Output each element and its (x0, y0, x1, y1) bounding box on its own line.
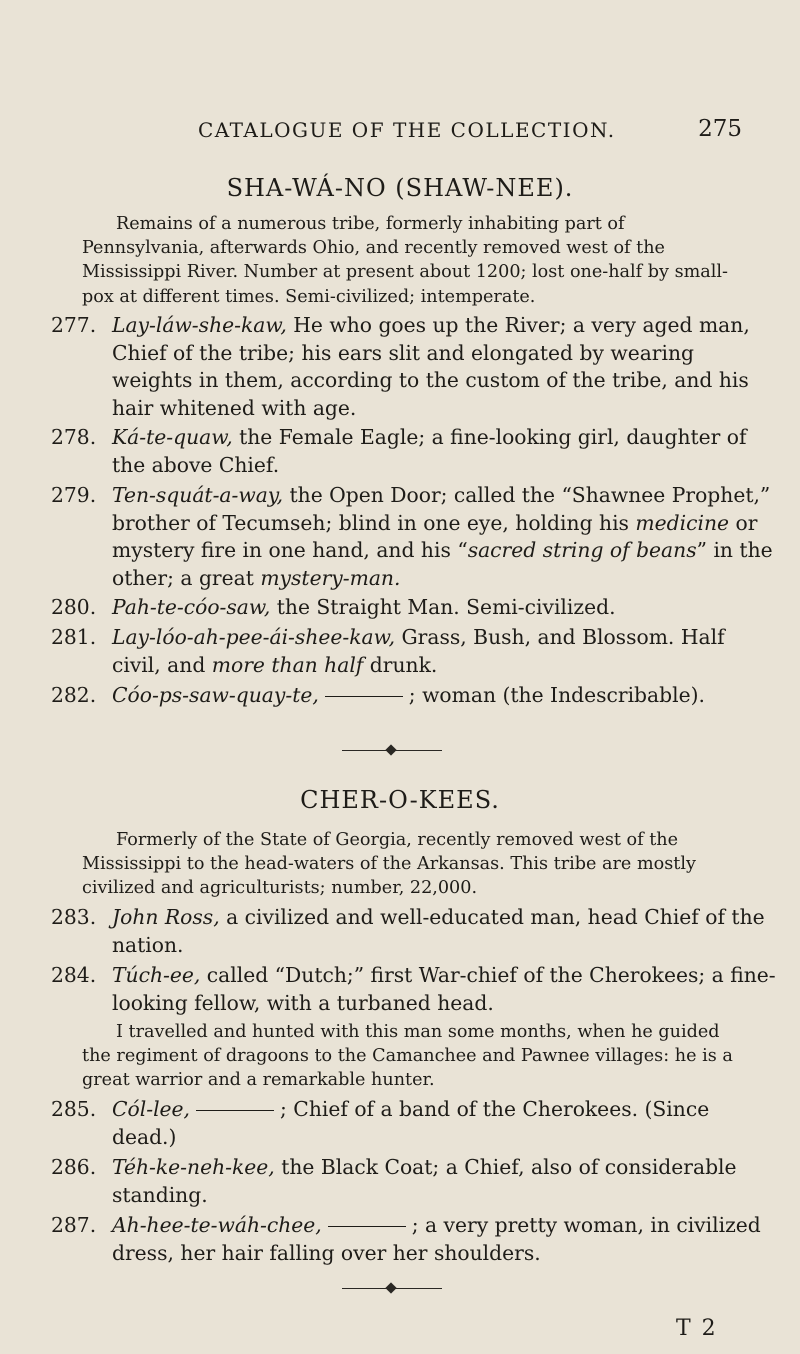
catalogue-entry-279 (51, 482, 776, 592)
divider-ornament (385, 1282, 396, 1293)
entry-emphasis: sacred string of beans (467, 538, 697, 562)
entry-name: Ten-squát-a-way, (112, 483, 284, 507)
entry-number: 282. (51, 683, 97, 707)
section-intro-cherokee (82, 828, 746, 901)
entry-number: 281. (51, 625, 97, 649)
entry-text: drunk. (369, 652, 438, 677)
entry-name: Téh-ke-neh-kee, (112, 1155, 275, 1179)
catalogue-entry-280 (51, 594, 776, 622)
entry-name: Cóo-ps-saw-quay-te, (112, 683, 319, 707)
entry-text: the Black Coat; a Chief, also of considerable standing. (112, 1155, 737, 1207)
entry-number: 283. (51, 905, 97, 929)
entry-text: He who goes up the River; a very aged man, Chief of the tribe; his ears slit and elongated by wearing weights in them, according to the custom of the tribe, and his hair whitened with age. (112, 313, 750, 420)
catalogue-entry-287 (51, 1212, 776, 1267)
entry-text: ; woman (the Indescribable). (408, 683, 705, 707)
section-divider (342, 1282, 442, 1294)
catalogue-entry-281 (51, 624, 776, 679)
signature-mark: T 2 (676, 1316, 718, 1341)
catalogue-entry-285 (51, 1096, 776, 1151)
blank-dash (196, 1110, 274, 1111)
section-heading-shawnee: SHA-WÁ-NO (SHAW-NEE). (226, 174, 574, 202)
catalogue-entry-278 (51, 424, 776, 479)
catalogue-entry-286 (51, 1154, 776, 1209)
blank-dash (328, 1226, 406, 1227)
entry-name: Ká-te-quaw, (112, 425, 233, 449)
entry-text: the Open Door; called the “Shawnee Prophet,” brother of Tecumseh; blind in one eye, holding his (112, 483, 771, 535)
catalogue-entry-277 (51, 312, 776, 422)
entry-number: 277. (51, 313, 97, 337)
entry-text: ; a very pretty woman, in civilized dress, her hair falling over her shoulders. (112, 1213, 761, 1265)
catalogue-entry-282 (51, 682, 776, 710)
entry-name: Ah-hee-te-wáh-chee, (112, 1213, 322, 1237)
section-intro-shawnee (82, 212, 746, 309)
entry-text: a civilized and well-educated man, head Chief of the nation. (112, 905, 765, 957)
note-text: I travelled and hunted with this man some months, when he guided the regiment of dragoons to the Camanchee and Pawnee villages: he is a great warrior and a remarkable hunter. (82, 1022, 733, 1091)
entry-text: Grass, Bush, and Blossom. Half civil, and (112, 625, 725, 677)
entry-emphasis: more than half (211, 652, 364, 677)
blank-dash (325, 696, 403, 697)
entry-name: Lay-lóo-ah-pee-ái-shee-kaw, (112, 625, 396, 649)
entry-text: the Straight Man. Semi-civilized. (276, 595, 616, 619)
section-divider (342, 744, 442, 756)
section-heading-cherokee: CHER-O-KEES. (300, 786, 500, 814)
entry-text: ” in the other; a great (112, 538, 773, 590)
divider-ornament (385, 744, 396, 755)
entry-text: or mystery fire in one hand, and his “ (112, 510, 758, 562)
entry-text: ; Chief of a band of the Cherokees. (Since dead.) (112, 1097, 710, 1149)
intro-text: Remains of a numerous tribe, formerly inhabiting part of Pennsylvania, afterwards Ohio, and recently removed west of the Mississippi River. Number at present about 1200; lost one-half by small-pox at different times. Semi-civilized; intemperate. (82, 214, 728, 307)
catalogue-entry-283 (51, 904, 776, 959)
page-number: 275 (698, 116, 742, 142)
entry-number: 284. (51, 963, 97, 987)
entry-name: Cól-lee, (112, 1097, 191, 1121)
entry-number: 280. (51, 595, 97, 619)
catalogue-entry-284 (51, 962, 776, 1017)
entry-name: Lay-láw-she-kaw, (112, 313, 287, 337)
entry-number: 279. (51, 483, 97, 507)
entry-name: John Ross, (112, 905, 220, 929)
intro-text: Formerly of the State of Georgia, recently removed west of the Mississippi to the head-waters of the Arkansas. This tribe are mostly civilized and agriculturists; number, 22,000. (82, 830, 696, 899)
entry-number: 286. (51, 1155, 97, 1179)
entry-emphasis: mystery-man. (260, 565, 401, 590)
entry-name: Túch-ee, (112, 963, 201, 987)
entry-number: 278. (51, 425, 97, 449)
entry-text: called “Dutch;” first War-chief of the Cherokees; a fine-looking fellow, with a turbaned head. (112, 963, 776, 1015)
running-head (0, 118, 800, 152)
entry-note-284 (82, 1020, 746, 1093)
running-head-title: CATALOGUE OF THE COLLECTION. (198, 118, 616, 142)
entry-number: 285. (51, 1097, 97, 1121)
entry-name: Pah-te-cóo-saw, (112, 595, 271, 619)
entry-text: the Female Eagle; a fine-looking girl, daughter of the above Chief. (112, 425, 747, 477)
entry-number: 287. (51, 1213, 97, 1237)
entry-emphasis: medicine (635, 510, 730, 535)
